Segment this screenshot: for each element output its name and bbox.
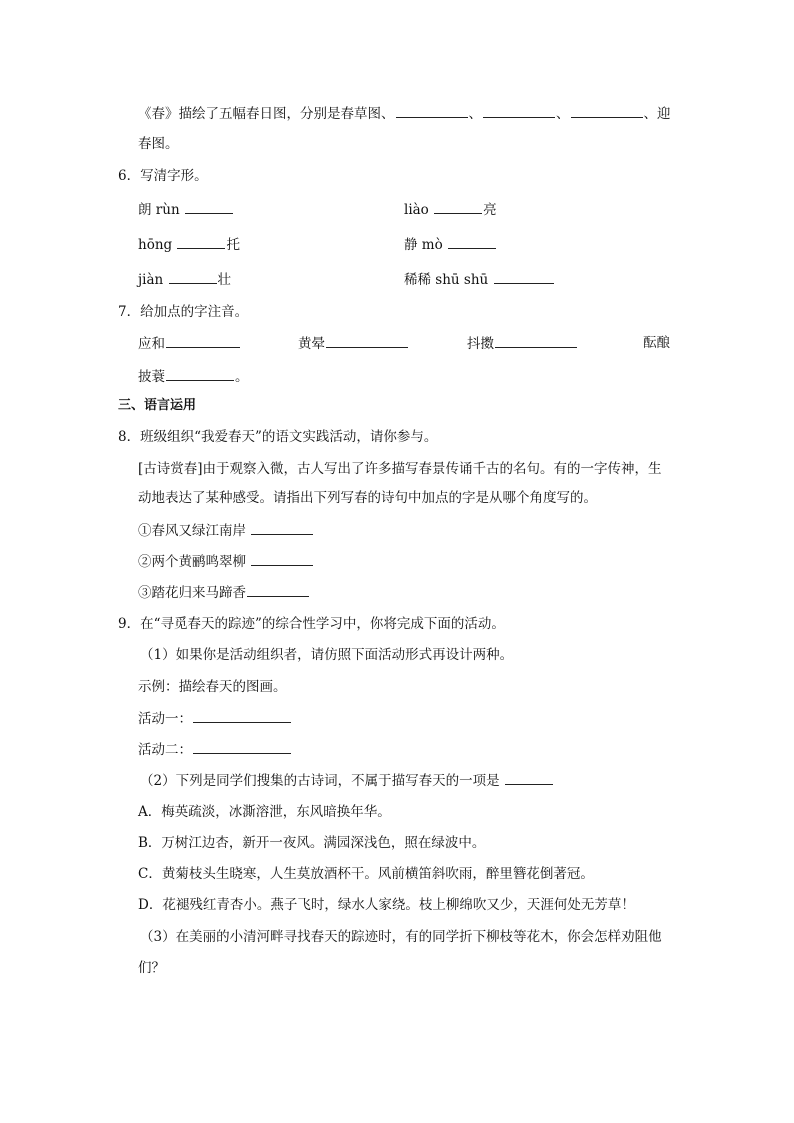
q7-word-4-text: 酝酿 [643,335,670,351]
q6-item-4-text: 静 mò [404,237,448,253]
q6-item-3-after: 托 [226,237,240,253]
q6-item-6-blank[interactable] [494,269,554,284]
q7-word-1-text: 应和 [138,336,165,352]
q7-word-2-blank[interactable] [326,333,408,348]
q7-word-5-blank[interactable] [166,366,234,381]
q6-item-1-blank[interactable] [185,199,233,214]
q9-option-d: D．花褪残红青杏小。燕子飞时，绿水人家绕。枝上柳绵吹又少，天涯何处无芳草！ [138,897,635,913]
q7-word-4 [643,333,670,353]
q7-word-5-text: 披蓑 [138,369,165,385]
q7-word-1-blank[interactable] [166,333,240,348]
q6-item-2-text: liào [404,202,434,218]
q8-item-2 [138,551,314,572]
q5-blank-1[interactable] [396,103,468,118]
q5-blank-3[interactable] [571,103,643,118]
q6-item-2 [404,199,497,220]
q5-sep-1: 、 [468,106,482,122]
q5-sep-2: 、 [556,106,570,122]
q8-item-1 [138,520,314,541]
q9-part-1: （1）如果你是活动组织者，请仿照下面活动形式再设计两种。 [140,647,514,663]
q9-title: 9．在“寻觅春天的踪迹”的综合性学习中，你将完成下面的活动。 [118,616,505,632]
q7-word-3-blank[interactable] [495,333,577,348]
q7-word-1 [138,333,241,354]
q6-item-5 [138,269,231,290]
q6-item-5-blank[interactable] [169,269,217,284]
q6-item-6 [404,269,555,290]
q8-item-3 [138,582,310,603]
q8-item-2-text: ②两个黄鹂鸣翠柳 [138,554,251,570]
q6-item-2-blank[interactable] [434,199,482,214]
q6-item-1-text: 朗 rùn [138,202,184,218]
q7-end: 。 [235,369,249,385]
q9-activity-1 [138,708,292,729]
q7-word-3-text: 抖擞 [467,336,494,352]
q7-word-3 [467,333,578,354]
q7-word-2-text: 黄晕 [298,336,325,352]
q6-item-3-blank[interactable] [177,234,225,249]
q7-word-5 [138,366,249,387]
q8-intro-2: 动地表达了某种感受。请指出下列写春的诗句中加点的字是从哪个角度写的。 [138,490,597,506]
q5-line1 [138,103,671,124]
q6-item-5-text: jiàn [138,272,168,288]
q5-blank-2[interactable] [483,103,555,118]
q9-part-3-line1: （3）在美丽的小清河畔寻找春天的踪迹时，有的同学折下柳枝等花木，你会怎样劝阻他 [140,929,662,945]
q5-text: 《春》描绘了五幅春日图，分别是春草图、 [138,106,395,122]
q6-item-5-after: 壮 [217,272,232,288]
q9-example: 示例：描绘春天的图画。 [138,679,287,695]
q9-activity-2 [138,739,292,760]
q6-item-2-after: 亮 [483,202,497,218]
q6-item-4 [404,234,497,255]
q9-part-3-line2: 们？ [138,960,165,976]
q9-option-b: B．万树江边杏，新开一夜风。满园深浅色，照在绿波中。 [138,835,486,851]
q6-item-4-blank[interactable] [448,234,496,249]
q9-part-2-text: （2）下列是同学们搜集的古诗词，不属于描写春天的一项是 [140,773,504,789]
q9-activity-2-blank[interactable] [193,739,291,754]
q8-item-2-blank[interactable] [251,551,313,566]
q9-activity-1-blank[interactable] [193,708,291,723]
q8-intro-1: [古诗赏春]由于观察入微，古人写出了许多描写春景传诵千古的名句。有的一字传神，生 [138,461,662,477]
q7-word-2 [298,333,409,354]
q6-item-6-text: 稀稀 shū shū [404,272,493,288]
q8-title: 8．班级组织“我爱春天”的语文实践活动，请你参与。 [118,429,438,445]
q8-item-3-text: ③踏花归来马蹄香 [138,585,246,601]
q7-title: 7．给加点的字注音。 [118,304,249,320]
q5-line1-end: 、迎 [643,106,671,122]
q6-title: 6．写清字形。 [118,168,208,184]
q9-option-c: C．黄菊枝头生晓寒，人生莫放酒杯干。风前横笛斜吹雨，醉里簪花倒著冠。 [138,866,594,882]
section-heading: 三、语言运用 [118,398,197,413]
q9-part-2 [140,770,554,791]
q9-option-a: A．梅英疏淡，冰澌溶泄，东风暗换年华。 [138,804,391,820]
q5-line2: 春图。 [138,136,179,152]
q6-item-3 [138,234,240,255]
q8-item-1-text: ①春风又绿江南岸 [138,523,251,539]
q8-item-3-blank[interactable] [247,582,309,597]
q9-activity-2-label: 活动二： [138,742,192,758]
q8-item-1-blank[interactable] [251,520,313,535]
q6-item-1 [138,199,234,220]
q9-part-2-blank[interactable] [505,770,553,785]
q6-item-3-text: hōng [138,237,177,253]
q9-activity-1-label: 活动一： [138,711,192,727]
